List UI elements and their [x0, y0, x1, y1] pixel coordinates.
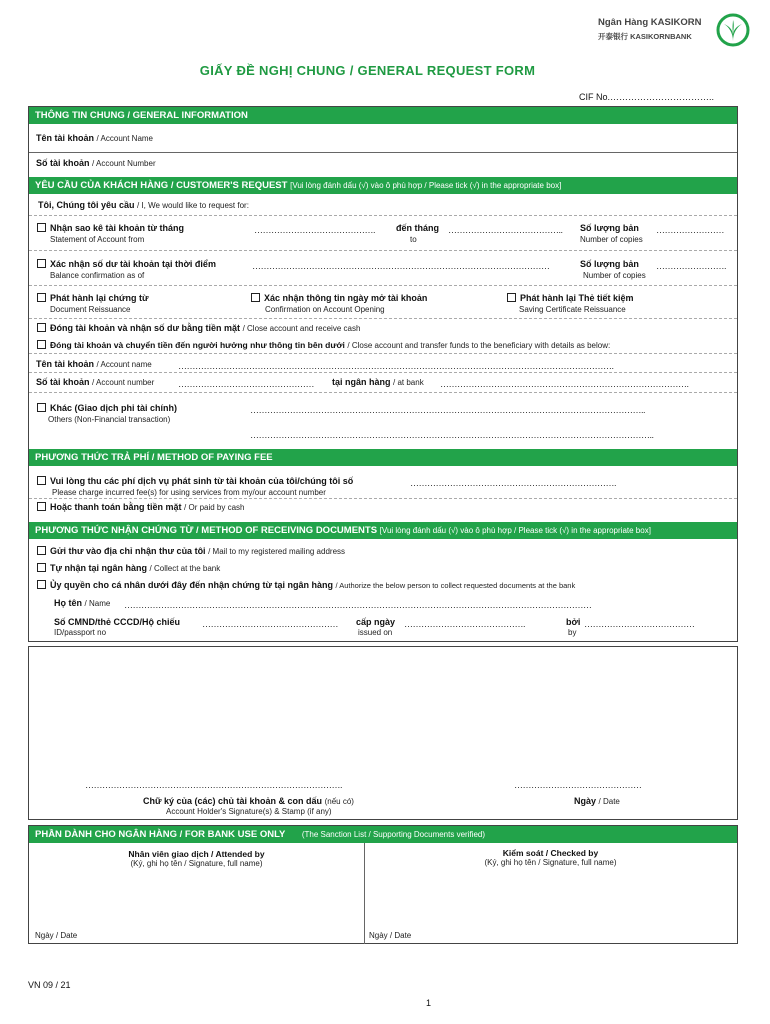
- bank-date-1[interactable]: Ngày / Date: [35, 931, 78, 940]
- fee-heading: PHƯƠNG THỨC TRẢ PHÍ / METHOD OF PAYING FEE: [29, 449, 737, 466]
- other-option[interactable]: [37, 403, 177, 413]
- bank-name-en: 开泰银行 KASIKORNBANK: [598, 32, 692, 41]
- divider: [29, 152, 737, 153]
- other-en: Others (Non-Financial transaction): [48, 415, 171, 424]
- receive-authorize-option[interactable]: [37, 580, 575, 590]
- fee-cash-checkbox[interactable]: [37, 502, 46, 511]
- divider: [29, 318, 737, 319]
- bank-use-heading-text: PHẦN DÀNH CHO NGÂN HÀNG / FOR BANK USE ONLY: [35, 829, 286, 840]
- close-cash-en: / Close account and receive cash: [242, 324, 361, 333]
- copies-en: Number of copies: [580, 235, 643, 244]
- other-checkbox[interactable]: [37, 403, 46, 412]
- close-cash-option[interactable]: [37, 323, 360, 333]
- receive-collect-option[interactable]: [37, 563, 220, 573]
- reissue-option[interactable]: [37, 293, 149, 303]
- account-number-label: Số tài khoản: [36, 158, 90, 168]
- beneficiary-name-en: / Account name: [96, 360, 152, 369]
- reissue-checkbox[interactable]: [37, 293, 46, 302]
- signature-date-caption: [574, 796, 620, 806]
- copies2-field[interactable]: …………………….: [656, 261, 727, 271]
- authorized-name-field[interactable]: …………………………………………………………………………………………………………………………………………………: [124, 600, 592, 610]
- kasikorn-logo-icon: [716, 13, 750, 47]
- beneficiary-number-field[interactable]: …………………………………………: [178, 379, 314, 389]
- opening-option[interactable]: [251, 293, 427, 303]
- attended-by-title: Nhân viên giao dịch / Attended by: [128, 849, 265, 859]
- account-number-en: / Account Number: [92, 159, 156, 168]
- signature-caption: [143, 796, 354, 806]
- signature-date-line[interactable]: ………………………………………: [514, 780, 642, 790]
- checked-by-title: Kiểm soát / Checked by: [502, 848, 599, 858]
- opening-en: Confirmation on Account Opening: [265, 305, 385, 314]
- beneficiary-bank-en: / at bank: [393, 378, 424, 387]
- receive-mail-checkbox[interactable]: [37, 546, 46, 555]
- balance-checkbox[interactable]: [37, 259, 46, 268]
- id-label: Số CMND/thẻ CCCD/Hộ chiếu: [54, 617, 180, 627]
- close-transfer-en: / Close account and transfer funds to the beneficiary with details as below:: [347, 341, 611, 350]
- signature-date-vi: Ngày: [574, 796, 597, 806]
- other-field-1[interactable]: …………………………………………………………………………………………………………………………..: [250, 405, 646, 415]
- page-title: GIẤY ĐỀ NGHỊ CHUNG / GENERAL REQUEST FORM: [199, 63, 536, 78]
- receive-authorize-label: Ủy quyền cho cá nhân dưới đây đến nhận chứng từ tại ngân hàng: [50, 580, 333, 590]
- saving-checkbox[interactable]: [507, 293, 516, 302]
- saving-en: Saving Certificate Reissuance: [519, 305, 626, 314]
- receive-authorize-checkbox[interactable]: [37, 580, 46, 589]
- saving-label: Phát hành lại Thẻ tiết kiệm: [520, 293, 634, 303]
- divider: [29, 392, 737, 393]
- receiving-heading: [29, 522, 737, 539]
- attended-by-sub: (Ký, ghi họ tên / Signature, full name): [130, 859, 263, 868]
- statement-checkbox[interactable]: [37, 223, 46, 232]
- receive-mail-en: / Mail to my registered mailing address: [208, 547, 346, 556]
- copies2-en: Number of copies: [583, 271, 646, 280]
- statement-en: Statement of Account from: [50, 235, 145, 244]
- signature-caption-note: (nếu có): [324, 797, 354, 806]
- copies2-label: Số lượng bản: [580, 259, 639, 269]
- issued-by-en: by: [568, 628, 577, 637]
- beneficiary-number-en: / Account number: [92, 378, 155, 387]
- fee-debit-checkbox[interactable]: [37, 476, 46, 485]
- beneficiary-number-row: [36, 377, 154, 387]
- balance-en: Balance confirmation as of: [50, 271, 145, 280]
- close-cash-label: Đóng tài khoản và nhận số dư bằng tiền mặt: [50, 323, 241, 333]
- form-code: VN 09 / 21: [28, 980, 71, 990]
- beneficiary-bank-label: tại ngân hàng: [332, 377, 391, 387]
- opening-label: Xác nhận thông tin ngày mở tài khoản: [264, 293, 428, 303]
- fee-cash-en: / Or paid by cash: [184, 503, 245, 512]
- beneficiary-name-label: Tên tài khoản: [36, 359, 95, 369]
- beneficiary-number-label: Số tài khoản: [36, 377, 90, 387]
- account-name-en: / Account Name: [96, 134, 154, 143]
- cif-number[interactable]: CIF No.……………………………..: [579, 92, 715, 102]
- bank-use-note: (The Sanction List / Supporting Documents verified): [301, 830, 486, 839]
- receive-collect-en: / Collect at the bank: [149, 564, 221, 573]
- fee-debit-en: Please charge incurred fee(s) for using services from my/our account number: [52, 488, 326, 497]
- fee-cash-option[interactable]: [37, 502, 245, 512]
- receive-collect-label: Tự nhận tại ngân hàng: [50, 563, 148, 573]
- receive-mail-label: Gửi thư vào địa chỉ nhận thư của tôi: [50, 546, 206, 556]
- receive-collect-checkbox[interactable]: [37, 563, 46, 572]
- account-number-row[interactable]: [36, 158, 156, 168]
- id-field[interactable]: …………………………………………: [202, 619, 338, 629]
- request-intro-vi: Tôi, Chúng tôi yêu cầu: [38, 200, 135, 210]
- to-month-en: to: [410, 235, 417, 244]
- customer-request-heading-text: YÊU CẦU CỦA KHÁCH HÀNG / CUSTOMER'S REQUEST: [35, 180, 288, 191]
- account-name-row[interactable]: [36, 133, 153, 143]
- bank-use-heading: [29, 826, 737, 843]
- signature-caption-vi: Chữ ký của (các) chủ tài khoản & con dấu: [143, 796, 323, 806]
- divider: [29, 372, 737, 373]
- bank-name-vi: Ngân Hàng KASIKORN: [598, 17, 702, 28]
- balance-option[interactable]: [37, 259, 216, 269]
- id-en: ID/passport no: [54, 628, 107, 637]
- customer-request-note: [Vui lòng đánh dấu (√) vào ô phù hợp / Please tick (√) in the appropriate box]: [290, 181, 562, 190]
- beneficiary-name-row: [36, 359, 152, 369]
- balance-label: Xác nhận số dư tài khoản tại thời điểm: [50, 259, 216, 269]
- fee-debit-option[interactable]: [37, 476, 353, 486]
- close-cash-checkbox[interactable]: [37, 323, 46, 332]
- receiving-note: [Vui lòng đánh dấu (√) vào ô phù hợp / Please tick (√) in the appropriate box]: [379, 526, 651, 535]
- issued-by-field[interactable]: …………………………………: [584, 619, 695, 629]
- divider: [29, 215, 737, 216]
- fee-account-field[interactable]: ……………………………………………………………….: [410, 478, 617, 488]
- checked-by-sub: (Ký, ghi họ tên / Signature, full name): [484, 858, 617, 867]
- fee-debit-label: Vui lòng thu các phí dịch vụ phát sinh từ tài khoản của tôi/chúng tôi số: [50, 476, 354, 486]
- request-intro-en: / I, We would like to request for:: [137, 201, 249, 210]
- signature-caption-en: Account Holder's Signature(s) & Stamp (if any): [166, 807, 332, 816]
- other-label: Khác (Giao dịch phi tài chính): [50, 403, 178, 413]
- beneficiary-bank-field[interactable]: …………………………………………………………………………….: [440, 379, 689, 389]
- receive-authorize-en: / Authorize the below person to collect requested documents at the bank: [335, 581, 576, 590]
- divider: [29, 353, 737, 354]
- copies-label: Số lượng bản: [580, 223, 639, 233]
- signature-box[interactable]: [28, 646, 738, 820]
- statement-to-field[interactable]: …………………………………..: [448, 225, 563, 235]
- signature-line[interactable]: ……………………………………………………………………………….: [85, 780, 343, 790]
- copies-field[interactable]: ……………………: [656, 225, 724, 235]
- close-transfer-checkbox[interactable]: [37, 340, 46, 349]
- authorized-name-en: / Name: [84, 599, 111, 608]
- general-info-heading: THÔNG TIN CHUNG / GENERAL INFORMATION: [29, 107, 737, 124]
- statement-option[interactable]: [37, 223, 184, 233]
- close-transfer-option[interactable]: [37, 340, 610, 350]
- divider: [29, 285, 737, 286]
- to-month-label: đến tháng: [396, 223, 439, 233]
- divider: [29, 498, 737, 499]
- close-transfer-label: Đóng tài khoản và chuyển tiền đến người hưởng như thông tin bên dưới: [50, 340, 345, 350]
- reissue-en: Document Reissuance: [50, 305, 131, 314]
- page-number: 1: [426, 998, 432, 1008]
- statement-label: Nhận sao kê tài khoản từ tháng: [50, 223, 185, 233]
- saving-option[interactable]: [507, 293, 634, 303]
- customer-request-heading: [29, 177, 737, 194]
- bank-date-2[interactable]: Ngày / Date: [369, 931, 412, 940]
- beneficiary-name-field[interactable]: ……………………………………………………………………………………………………………………………………….: [178, 361, 614, 371]
- receiving-heading-text: PHƯƠNG THỨC NHẬN CHỨNG TỪ / METHOD OF RECEIVING DOCUMENTS: [35, 525, 378, 536]
- issued-en: issued on: [358, 628, 393, 637]
- balance-date-field[interactable]: ……………………………………………………………………………………………: [252, 261, 550, 271]
- other-field-2[interactable]: ……………………………………………………………………………………………………………………………..: [250, 430, 654, 440]
- issued-field[interactable]: …………………………………….: [404, 619, 526, 629]
- opening-checkbox[interactable]: [251, 293, 260, 302]
- signature-date-en: / Date: [598, 797, 620, 806]
- authorized-name-row: [54, 598, 110, 608]
- reissue-label: Phát hành lại chứng từ: [50, 293, 149, 303]
- fee-cash-label: Hoặc thanh toán bằng tiền mặt: [50, 502, 182, 512]
- issued-label: cấp ngày: [356, 617, 396, 627]
- issued-by-label: bởi: [566, 617, 581, 627]
- divider: [29, 250, 737, 251]
- account-name-label: Tên tài khoản: [36, 133, 95, 143]
- receive-mail-option[interactable]: [37, 546, 345, 556]
- statement-from-field[interactable]: …………………………………….: [254, 225, 376, 235]
- beneficiary-bank-row: [332, 377, 424, 387]
- authorized-name-label: Họ tên: [54, 598, 82, 608]
- request-intro: [38, 200, 249, 210]
